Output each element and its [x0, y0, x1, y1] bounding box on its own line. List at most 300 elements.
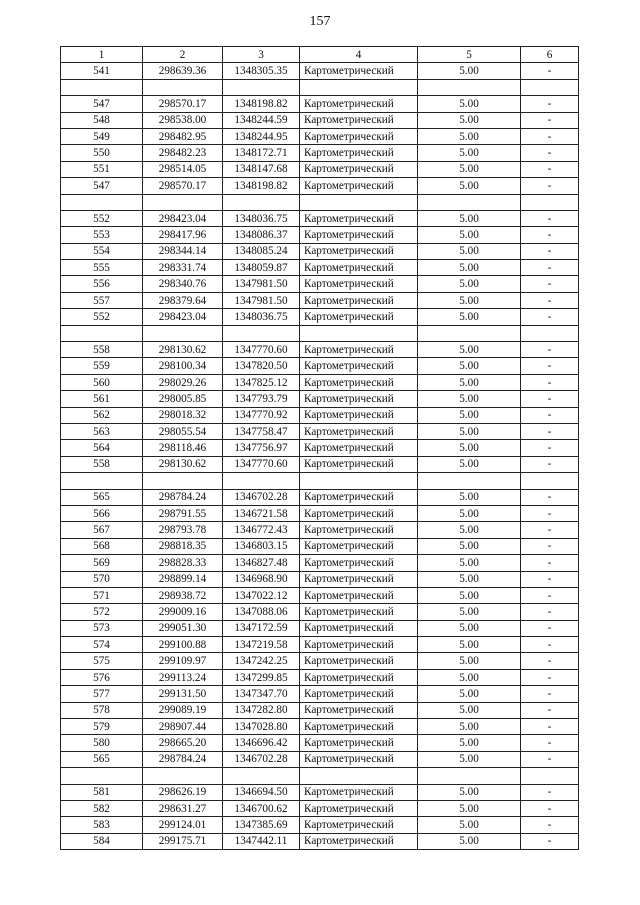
x-coordinate-cell: 298331.74 — [143, 260, 223, 276]
y-coordinate-cell — [223, 768, 300, 784]
point-number-cell: 582 — [61, 800, 143, 816]
note-cell: - — [521, 587, 579, 603]
y-coordinate-cell: 1348036.75 — [223, 309, 300, 325]
accuracy-cell: 5.00 — [418, 145, 521, 161]
accuracy-cell: 5.00 — [418, 522, 521, 538]
accuracy-cell: 5.00 — [418, 309, 521, 325]
note-cell: - — [521, 342, 579, 358]
table-row — [61, 292, 579, 308]
note-cell: - — [521, 243, 579, 259]
method-cell: Картометрический — [300, 96, 418, 112]
point-number-cell: 549 — [61, 128, 143, 144]
point-number-cell: 568 — [61, 538, 143, 554]
y-coordinate-cell: 1348085.24 — [223, 243, 300, 259]
note-cell: - — [521, 178, 579, 194]
point-number-cell: 565 — [61, 751, 143, 767]
note-cell: - — [521, 686, 579, 702]
accuracy-cell: 5.00 — [418, 702, 521, 718]
x-coordinate-cell — [143, 325, 223, 341]
x-coordinate-cell: 298055.54 — [143, 423, 223, 439]
table-row — [61, 604, 579, 620]
note-cell: - — [521, 751, 579, 767]
point-number-cell: 552 — [61, 210, 143, 226]
method-cell: Картометрический — [300, 489, 418, 505]
method-cell: Картометрический — [300, 374, 418, 390]
x-coordinate-cell: 298482.23 — [143, 145, 223, 161]
y-coordinate-cell: 1347385.69 — [223, 817, 300, 833]
accuracy-cell: 5.00 — [418, 96, 521, 112]
note-cell: - — [521, 555, 579, 571]
accuracy-cell: 5.00 — [418, 833, 521, 849]
y-coordinate-cell: 1346694.50 — [223, 784, 300, 800]
y-coordinate-cell: 1347758.47 — [223, 423, 300, 439]
note-cell: - — [521, 653, 579, 669]
x-coordinate-cell: 298784.24 — [143, 489, 223, 505]
table-row — [61, 161, 579, 177]
table-row — [61, 178, 579, 194]
point-number-cell: 565 — [61, 489, 143, 505]
y-coordinate-cell: 1346827.48 — [223, 555, 300, 571]
separator-row — [61, 473, 579, 489]
point-number-cell: 556 — [61, 276, 143, 292]
point-number-cell: 550 — [61, 145, 143, 161]
note-cell: - — [521, 112, 579, 128]
x-coordinate-cell — [143, 194, 223, 210]
accuracy-cell — [418, 194, 521, 210]
separator-row — [61, 768, 579, 784]
method-cell: Картометрический — [300, 342, 418, 358]
accuracy-cell — [418, 768, 521, 784]
method-cell — [300, 768, 418, 784]
point-number-cell: 548 — [61, 112, 143, 128]
note-cell: - — [521, 522, 579, 538]
y-coordinate-cell: 1347219.58 — [223, 637, 300, 653]
coordinates-table — [60, 46, 579, 850]
y-coordinate-cell: 1348198.82 — [223, 178, 300, 194]
method-cell: Картометрический — [300, 178, 418, 194]
method-cell: Картометрический — [300, 784, 418, 800]
point-number-cell: 571 — [61, 587, 143, 603]
table-row — [61, 817, 579, 833]
point-number-cell: 579 — [61, 719, 143, 735]
table-row — [61, 620, 579, 636]
x-coordinate-cell: 298639.36 — [143, 63, 223, 79]
x-coordinate-cell: 298631.27 — [143, 800, 223, 816]
accuracy-cell: 5.00 — [418, 587, 521, 603]
y-coordinate-cell: 1347820.50 — [223, 358, 300, 374]
point-number-cell — [61, 194, 143, 210]
y-coordinate-cell: 1347981.50 — [223, 292, 300, 308]
accuracy-cell: 5.00 — [418, 210, 521, 226]
method-cell: Картометрический — [300, 719, 418, 735]
column-header: 2 — [143, 47, 223, 63]
point-number-cell: 570 — [61, 571, 143, 587]
table-row — [61, 358, 579, 374]
accuracy-cell: 5.00 — [418, 178, 521, 194]
point-number-cell: 577 — [61, 686, 143, 702]
y-coordinate-cell: 1348036.75 — [223, 210, 300, 226]
y-coordinate-cell: 1347770.60 — [223, 342, 300, 358]
note-cell: - — [521, 833, 579, 849]
separator-row — [61, 325, 579, 341]
table-row — [61, 276, 579, 292]
table-row — [61, 440, 579, 456]
x-coordinate-cell: 298570.17 — [143, 96, 223, 112]
accuracy-cell — [418, 473, 521, 489]
accuracy-cell: 5.00 — [418, 800, 521, 816]
note-cell — [521, 325, 579, 341]
method-cell — [300, 325, 418, 341]
x-coordinate-cell: 299051.30 — [143, 620, 223, 636]
accuracy-cell: 5.00 — [418, 161, 521, 177]
y-coordinate-cell: 1346968.90 — [223, 571, 300, 587]
x-coordinate-cell: 298379.64 — [143, 292, 223, 308]
table-row — [61, 96, 579, 112]
method-cell: Картометрический — [300, 440, 418, 456]
table-row — [61, 374, 579, 390]
method-cell: Картометрический — [300, 555, 418, 571]
x-coordinate-cell: 298538.00 — [143, 112, 223, 128]
table-row — [61, 669, 579, 685]
method-cell: Картометрический — [300, 260, 418, 276]
y-coordinate-cell — [223, 325, 300, 341]
point-number-cell: 553 — [61, 227, 143, 243]
point-number-cell — [61, 325, 143, 341]
x-coordinate-cell: 298570.17 — [143, 178, 223, 194]
point-number-cell: 555 — [61, 260, 143, 276]
column-header: 3 — [223, 47, 300, 63]
x-coordinate-cell: 298482.95 — [143, 128, 223, 144]
accuracy-cell: 5.00 — [418, 227, 521, 243]
table-row — [61, 112, 579, 128]
point-number-cell: 583 — [61, 817, 143, 833]
accuracy-cell: 5.00 — [418, 489, 521, 505]
accuracy-cell: 5.00 — [418, 669, 521, 685]
method-cell: Картометрический — [300, 112, 418, 128]
note-cell: - — [521, 210, 579, 226]
accuracy-cell: 5.00 — [418, 391, 521, 407]
y-coordinate-cell: 1347282.80 — [223, 702, 300, 718]
x-coordinate-cell: 298344.14 — [143, 243, 223, 259]
accuracy-cell: 5.00 — [418, 440, 521, 456]
x-coordinate-cell: 298793.78 — [143, 522, 223, 538]
y-coordinate-cell — [223, 473, 300, 489]
x-coordinate-cell — [143, 473, 223, 489]
x-coordinate-cell: 298100.34 — [143, 358, 223, 374]
y-coordinate-cell: 1347347.70 — [223, 686, 300, 702]
method-cell: Картометрический — [300, 423, 418, 439]
note-cell: - — [521, 391, 579, 407]
method-cell: Картометрический — [300, 538, 418, 554]
method-cell: Картометрический — [300, 243, 418, 259]
table-row — [61, 702, 579, 718]
separator-row — [61, 79, 579, 95]
table-row — [61, 522, 579, 538]
y-coordinate-cell: 1347172.59 — [223, 620, 300, 636]
x-coordinate-cell — [143, 768, 223, 784]
accuracy-cell: 5.00 — [418, 276, 521, 292]
column-header: 6 — [521, 47, 579, 63]
table-row — [61, 751, 579, 767]
x-coordinate-cell: 298118.46 — [143, 440, 223, 456]
y-coordinate-cell: 1348086.37 — [223, 227, 300, 243]
note-cell: - — [521, 669, 579, 685]
note-cell: - — [521, 604, 579, 620]
note-cell: - — [521, 571, 579, 587]
accuracy-cell: 5.00 — [418, 620, 521, 636]
x-coordinate-cell: 298791.55 — [143, 505, 223, 521]
accuracy-cell: 5.00 — [418, 505, 521, 521]
note-cell — [521, 194, 579, 210]
note-cell: - — [521, 276, 579, 292]
x-coordinate-cell: 298130.62 — [143, 456, 223, 472]
x-coordinate-cell: 299175.71 — [143, 833, 223, 849]
point-number-cell: 584 — [61, 833, 143, 849]
table-row — [61, 407, 579, 423]
point-number-cell: 562 — [61, 407, 143, 423]
x-coordinate-cell: 298818.35 — [143, 538, 223, 554]
note-cell: - — [521, 260, 579, 276]
note-cell: - — [521, 538, 579, 554]
point-number-cell: 580 — [61, 735, 143, 751]
x-coordinate-cell: 298899.14 — [143, 571, 223, 587]
y-coordinate-cell — [223, 79, 300, 95]
y-coordinate-cell: 1348172.71 — [223, 145, 300, 161]
table-row — [61, 833, 579, 849]
point-number-cell: 572 — [61, 604, 143, 620]
accuracy-cell: 5.00 — [418, 555, 521, 571]
note-cell: - — [521, 145, 579, 161]
y-coordinate-cell: 1347793.79 — [223, 391, 300, 407]
note-cell: - — [521, 800, 579, 816]
note-cell: - — [521, 489, 579, 505]
point-number-cell: 552 — [61, 309, 143, 325]
method-cell: Картометрический — [300, 145, 418, 161]
table-row — [61, 555, 579, 571]
note-cell: - — [521, 505, 579, 521]
y-coordinate-cell: 1348305.35 — [223, 63, 300, 79]
method-cell: Картометрический — [300, 571, 418, 587]
y-coordinate-cell: 1346696.42 — [223, 735, 300, 751]
table-row — [61, 260, 579, 276]
accuracy-cell: 5.00 — [418, 604, 521, 620]
table-header-row — [61, 47, 579, 63]
accuracy-cell: 5.00 — [418, 571, 521, 587]
y-coordinate-cell: 1348198.82 — [223, 96, 300, 112]
point-number-cell: 581 — [61, 784, 143, 800]
note-cell: - — [521, 96, 579, 112]
method-cell: Картометрический — [300, 833, 418, 849]
method-cell: Картометрический — [300, 702, 418, 718]
column-header: 1 — [61, 47, 143, 63]
point-number-cell: 575 — [61, 653, 143, 669]
table-row — [61, 505, 579, 521]
method-cell — [300, 79, 418, 95]
accuracy-cell: 5.00 — [418, 374, 521, 390]
table-row — [61, 210, 579, 226]
point-number-cell: 559 — [61, 358, 143, 374]
accuracy-cell: 5.00 — [418, 358, 521, 374]
note-cell — [521, 473, 579, 489]
y-coordinate-cell: 1348059.87 — [223, 260, 300, 276]
method-cell: Картометрический — [300, 292, 418, 308]
note-cell: - — [521, 161, 579, 177]
x-coordinate-cell: 298626.19 — [143, 784, 223, 800]
accuracy-cell: 5.00 — [418, 735, 521, 751]
method-cell: Картометрический — [300, 686, 418, 702]
accuracy-cell: 5.00 — [418, 538, 521, 554]
accuracy-cell: 5.00 — [418, 637, 521, 653]
note-cell: - — [521, 374, 579, 390]
y-coordinate-cell: 1348244.59 — [223, 112, 300, 128]
accuracy-cell: 5.00 — [418, 784, 521, 800]
accuracy-cell: 5.00 — [418, 342, 521, 358]
method-cell: Картометрический — [300, 391, 418, 407]
x-coordinate-cell: 298029.26 — [143, 374, 223, 390]
point-number-cell: 551 — [61, 161, 143, 177]
point-number-cell: 574 — [61, 637, 143, 653]
note-cell: - — [521, 637, 579, 653]
accuracy-cell: 5.00 — [418, 653, 521, 669]
accuracy-cell: 5.00 — [418, 128, 521, 144]
table-row — [61, 128, 579, 144]
table-row — [61, 63, 579, 79]
note-cell: - — [521, 423, 579, 439]
method-cell — [300, 194, 418, 210]
x-coordinate-cell: 298514.05 — [143, 161, 223, 177]
accuracy-cell: 5.00 — [418, 243, 521, 259]
table-row — [61, 637, 579, 653]
method-cell: Картометрический — [300, 653, 418, 669]
accuracy-cell: 5.00 — [418, 423, 521, 439]
y-coordinate-cell: 1347825.12 — [223, 374, 300, 390]
table-row — [61, 243, 579, 259]
accuracy-cell: 5.00 — [418, 63, 521, 79]
y-coordinate-cell: 1347088.06 — [223, 604, 300, 620]
table-row — [61, 227, 579, 243]
accuracy-cell: 5.00 — [418, 817, 521, 833]
accuracy-cell: 5.00 — [418, 751, 521, 767]
method-cell: Картометрический — [300, 522, 418, 538]
table-row — [61, 571, 579, 587]
accuracy-cell — [418, 325, 521, 341]
note-cell: - — [521, 702, 579, 718]
x-coordinate-cell: 298130.62 — [143, 342, 223, 358]
note-cell: - — [521, 735, 579, 751]
y-coordinate-cell: 1346721.58 — [223, 505, 300, 521]
accuracy-cell: 5.00 — [418, 407, 521, 423]
column-header: 4 — [300, 47, 418, 63]
note-cell: - — [521, 358, 579, 374]
point-number-cell: 558 — [61, 456, 143, 472]
table-row — [61, 784, 579, 800]
accuracy-cell: 5.00 — [418, 112, 521, 128]
accuracy-cell: 5.00 — [418, 719, 521, 735]
y-coordinate-cell: 1346700.62 — [223, 800, 300, 816]
y-coordinate-cell: 1347756.97 — [223, 440, 300, 456]
point-number-cell: 547 — [61, 178, 143, 194]
y-coordinate-cell: 1348147.68 — [223, 161, 300, 177]
x-coordinate-cell: 299009.16 — [143, 604, 223, 620]
note-cell: - — [521, 817, 579, 833]
y-coordinate-cell: 1347770.92 — [223, 407, 300, 423]
note-cell — [521, 768, 579, 784]
note-cell: - — [521, 292, 579, 308]
method-cell: Картометрический — [300, 358, 418, 374]
y-coordinate-cell: 1347242.25 — [223, 653, 300, 669]
method-cell: Картометрический — [300, 227, 418, 243]
point-number-cell: 558 — [61, 342, 143, 358]
note-cell: - — [521, 719, 579, 735]
point-number-cell: 564 — [61, 440, 143, 456]
note-cell — [521, 79, 579, 95]
accuracy-cell: 5.00 — [418, 292, 521, 308]
x-coordinate-cell: 299131.50 — [143, 686, 223, 702]
x-coordinate-cell: 298423.04 — [143, 210, 223, 226]
method-cell: Картометрический — [300, 407, 418, 423]
method-cell: Картометрический — [300, 456, 418, 472]
page-number: 157 — [309, 14, 331, 29]
table-row — [61, 800, 579, 816]
note-cell: - — [521, 784, 579, 800]
y-coordinate-cell: 1346702.28 — [223, 489, 300, 505]
y-coordinate-cell: 1346702.28 — [223, 751, 300, 767]
note-cell: - — [521, 309, 579, 325]
x-coordinate-cell: 298340.76 — [143, 276, 223, 292]
point-number-cell: 554 — [61, 243, 143, 259]
method-cell: Картометрический — [300, 309, 418, 325]
note-cell: - — [521, 440, 579, 456]
point-number-cell: 569 — [61, 555, 143, 571]
method-cell: Картометрический — [300, 735, 418, 751]
table-row — [61, 538, 579, 554]
note-cell: - — [521, 456, 579, 472]
method-cell: Картометрический — [300, 637, 418, 653]
accuracy-cell: 5.00 — [418, 260, 521, 276]
point-number-cell: 547 — [61, 96, 143, 112]
method-cell: Картометрический — [300, 800, 418, 816]
point-number-cell: 560 — [61, 374, 143, 390]
y-coordinate-cell — [223, 194, 300, 210]
table-body — [61, 63, 579, 850]
note-cell: - — [521, 620, 579, 636]
note-cell: - — [521, 227, 579, 243]
note-cell: - — [521, 407, 579, 423]
point-number-cell: 578 — [61, 702, 143, 718]
x-coordinate-cell — [143, 79, 223, 95]
point-number-cell: 567 — [61, 522, 143, 538]
point-number-cell — [61, 768, 143, 784]
method-cell: Картометрический — [300, 669, 418, 685]
table-row — [61, 653, 579, 669]
x-coordinate-cell: 299124.01 — [143, 817, 223, 833]
point-number-cell: 563 — [61, 423, 143, 439]
x-coordinate-cell: 299100.88 — [143, 637, 223, 653]
point-number-cell — [61, 79, 143, 95]
method-cell: Картометрический — [300, 161, 418, 177]
y-coordinate-cell: 1346772.43 — [223, 522, 300, 538]
method-cell: Картометрический — [300, 817, 418, 833]
accuracy-cell — [418, 79, 521, 95]
x-coordinate-cell: 298938.72 — [143, 587, 223, 603]
y-coordinate-cell: 1346803.15 — [223, 538, 300, 554]
x-coordinate-cell: 299109.97 — [143, 653, 223, 669]
point-number-cell: 541 — [61, 63, 143, 79]
point-number-cell: 576 — [61, 669, 143, 685]
table-row — [61, 489, 579, 505]
separator-row — [61, 194, 579, 210]
table-row — [61, 423, 579, 439]
